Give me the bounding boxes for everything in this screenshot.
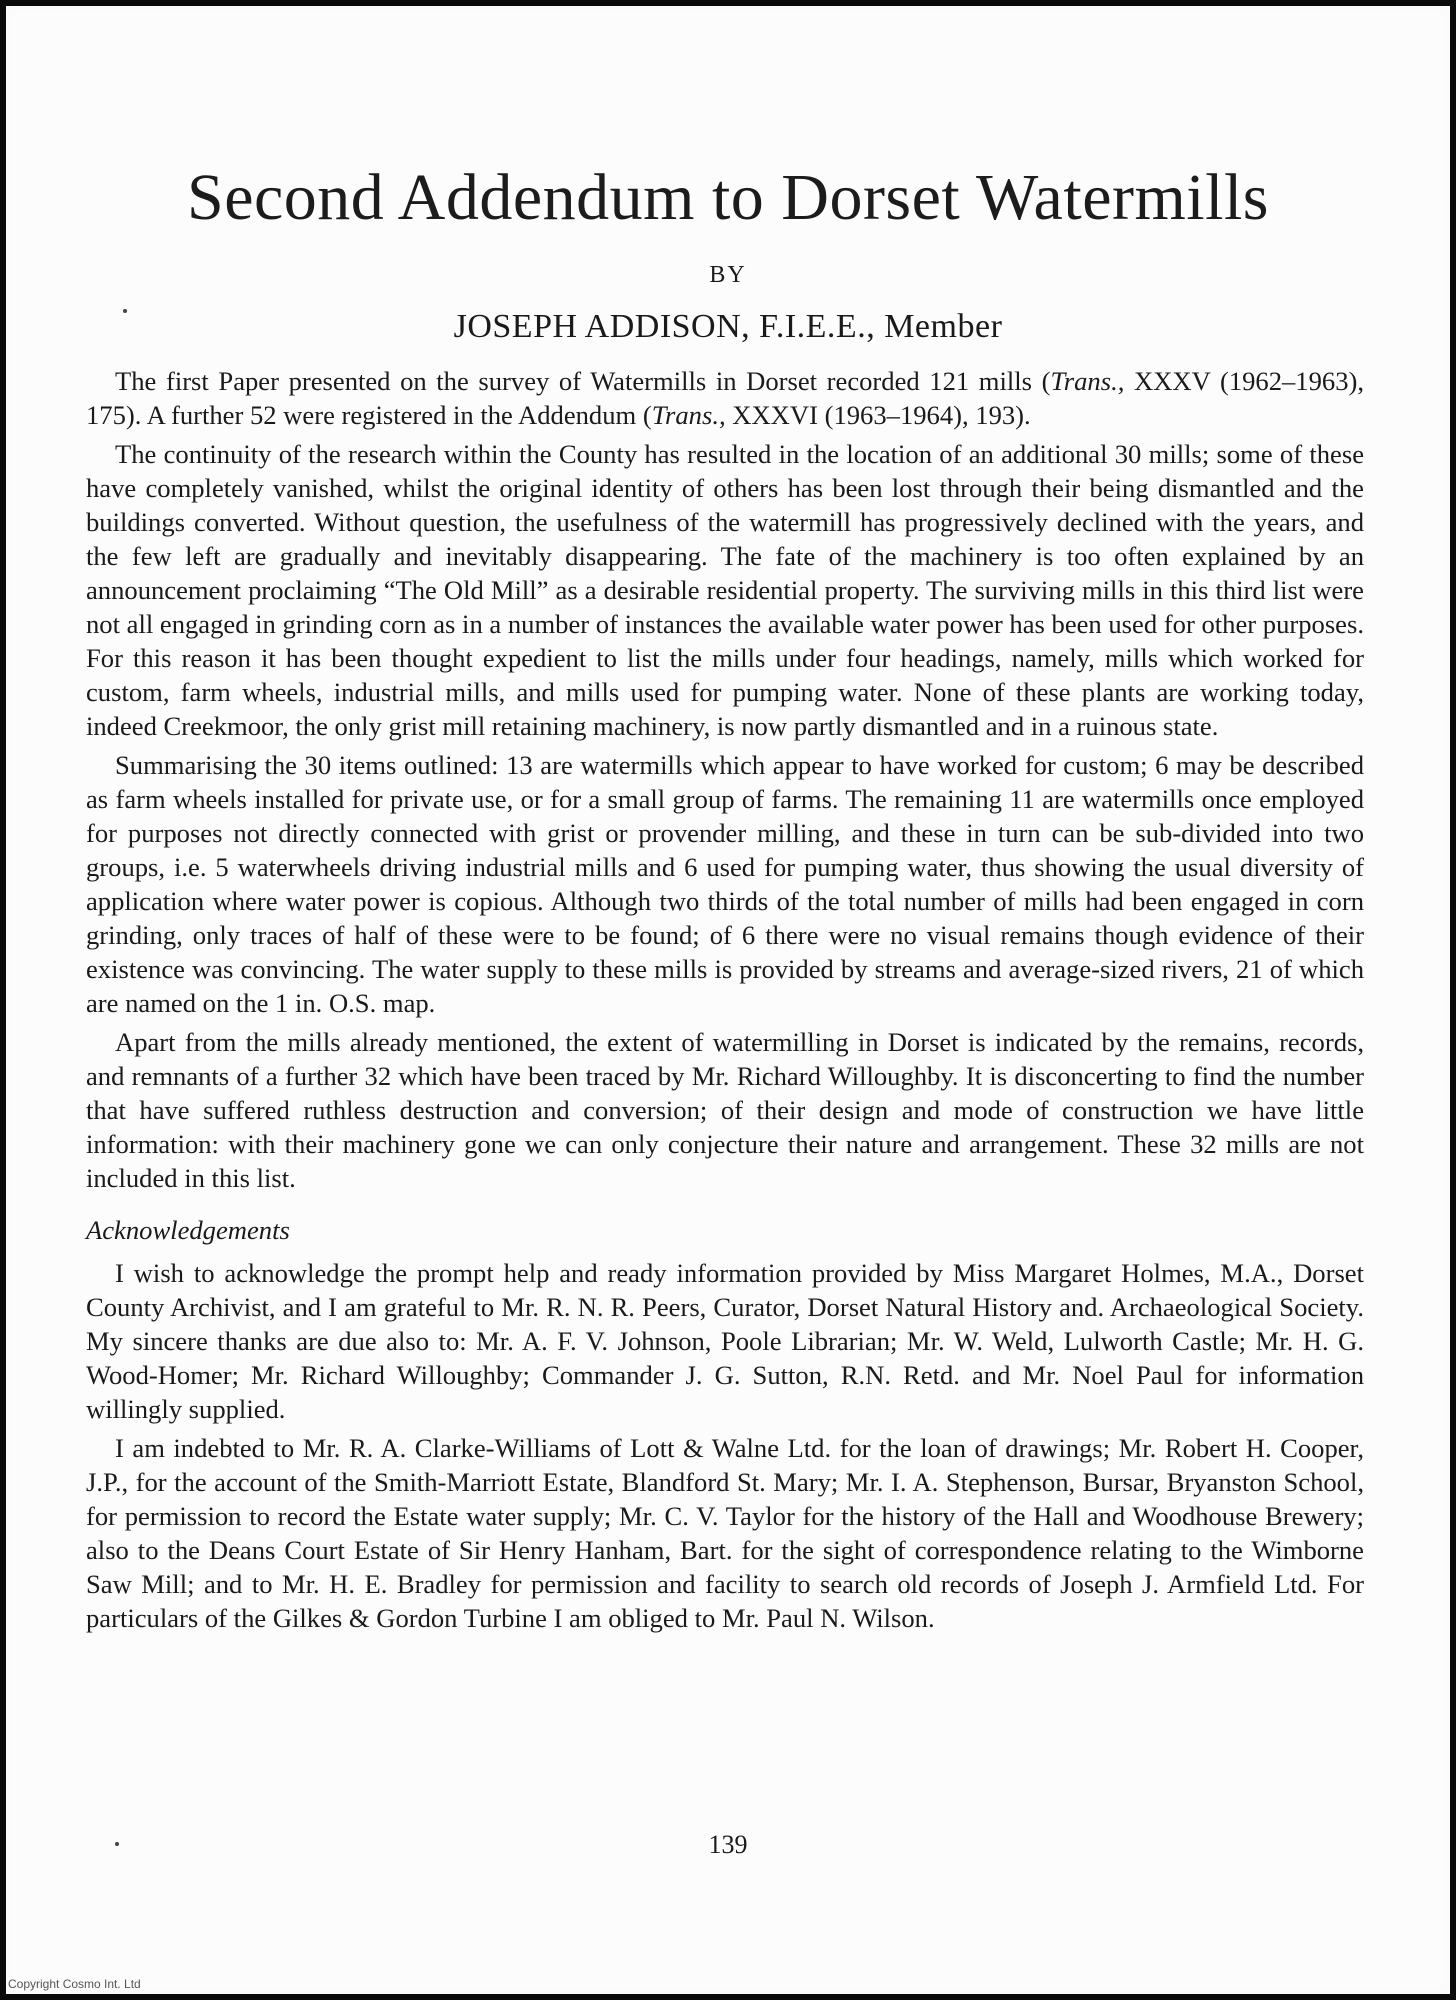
article-title: Second Addendum to Dorset Watermills [187, 161, 1269, 234]
paragraph-1-text-b: XXXV (1962–1963), 175). A further 52 were registered in the Addendum ( [86, 366, 1364, 430]
article-body [86, 364, 1364, 1635]
speck-mark [115, 1842, 119, 1846]
citation-trans-2: Trans., [651, 400, 726, 430]
author-name: JOSEPH ADDISON, F.I.E.E., Member [453, 308, 1003, 345]
page-number: 139 [708, 1830, 748, 1859]
paragraph-1 [86, 364, 1364, 432]
paragraph-4: Apart from the mills already mentioned, the extent of watermilling in Dorset is indicated by the remains, records, and remnants of a further 32 which have been traced by Mr. Richard Willoughby. It is disconcerting to find the number that have suffered ruthless destruction and conversion; of their design and mode of construction we have little information: with their machinery gone we can only conjecture their nature and arrangement. These 32 mills are not included in this list. [86, 1027, 1364, 1193]
copyright-notice: Copyright Cosmo Int. Ltd [8, 1977, 141, 1991]
acknowledgements-paragraph-2: I am indebted to Mr. R. A. Clarke-Williams of Lott & Walne Ltd. for the loan of drawings; Mr. Robert H. Cooper, J.P., for the account of the Smith-Marriott Estate, Blandford St. Mary; Mr. I. A. Stephenson, Bursar, Bryanston School, for permission to record the Estate water supply; Mr. C. V. Taylor for the history of the Hall and Woodhouse Brewery; also to the Deans Court Estate of Sir Henry Hanham, Bart. for the sight of correspondence relating to the Wimborne Saw Mill; and to Mr. H. E. Bradley for permission and facility to search old records of Joseph J. Armfield Ltd. For particulars of the Gilkes & Gordon Turbine I am obliged to Mr. Paul N. Wilson. [86, 1433, 1364, 1633]
acknowledgements-heading: Acknowledgements [86, 1215, 290, 1245]
paragraph-1-text-c: XXXVI (1963–1964), 193). [725, 400, 1031, 430]
paragraph-3: Summarising the 30 items outlined: 13 are watermills which appear to have worked for custom; 6 may be described as farm wheels installed for private use, or for a small group of farms. The remaining 11 are watermills once employed for purposes not directly connected with grist or provender milling, and these in turn can be sub-divided into two groups, i.e. 5 waterwheels driving industrial mills and 6 used for pumping water, thus showing the usual diversity of application where water power is copious. Although two thirds of the total number of mills had been engaged in corn grinding, only traces of half of these were to be found; of 6 there were no visual remains though evidence of their existence was convincing. The water supply to these mills is provided by streams and average-sized rivers, 21 of which are named on the 1 in. O.S. map. [86, 750, 1364, 1018]
paragraph-1-text-a: The first Paper presented on the survey of Watermills in Dorset recorded 121 mills ( [115, 366, 1051, 396]
speck-mark [123, 309, 127, 313]
citation-trans-1: Trans., [1050, 366, 1125, 396]
paragraph-2: The continuity of the research within the County has resulted in the location of an additional 30 mills; some of these have completely vanished, whilst the original identity of others has been lost through their being dismantled and the buildings converted. Without question, the usefulness of the watermill has progressively declined with the years, and the few left are gradually and inevitably disappearing. The fate of the machinery is too often explained by an announcement proclaiming “The Old Mill” as a desirable residential property. The surviving mills in this third list were not all engaged in grinding corn as in a number of instances the available water power has been used for other purposes. For this reason it has been thought expedient to list the mills under four headings, namely, mills which worked for custom, farm wheels, industrial mills, and mills used for pumping water. None of these plants are working today, indeed Creekmoor, the only grist mill retaining machinery, is now partly dismantled and in a ruinous state. [86, 439, 1364, 741]
byline: BY [709, 262, 747, 288]
acknowledgements-paragraph-1: I wish to acknowledge the prompt help and ready information provided by Miss Margaret Holmes, M.A., Dorset County Archivist, and I am grateful to Mr. R. N. R. Peers, Curator, Dorset Natural History and. Archaeological Society. My sincere thanks are due also to: Mr. A. F. V. Johnson, Poole Librarian; Mr. W. Weld, Lulworth Castle; Mr. H. G. Wood-Homer; Mr. Richard Willoughby; Commander J. G. Sutton, R.N. Retd. and Mr. Noel Paul for information willingly supplied. [86, 1258, 1364, 1424]
